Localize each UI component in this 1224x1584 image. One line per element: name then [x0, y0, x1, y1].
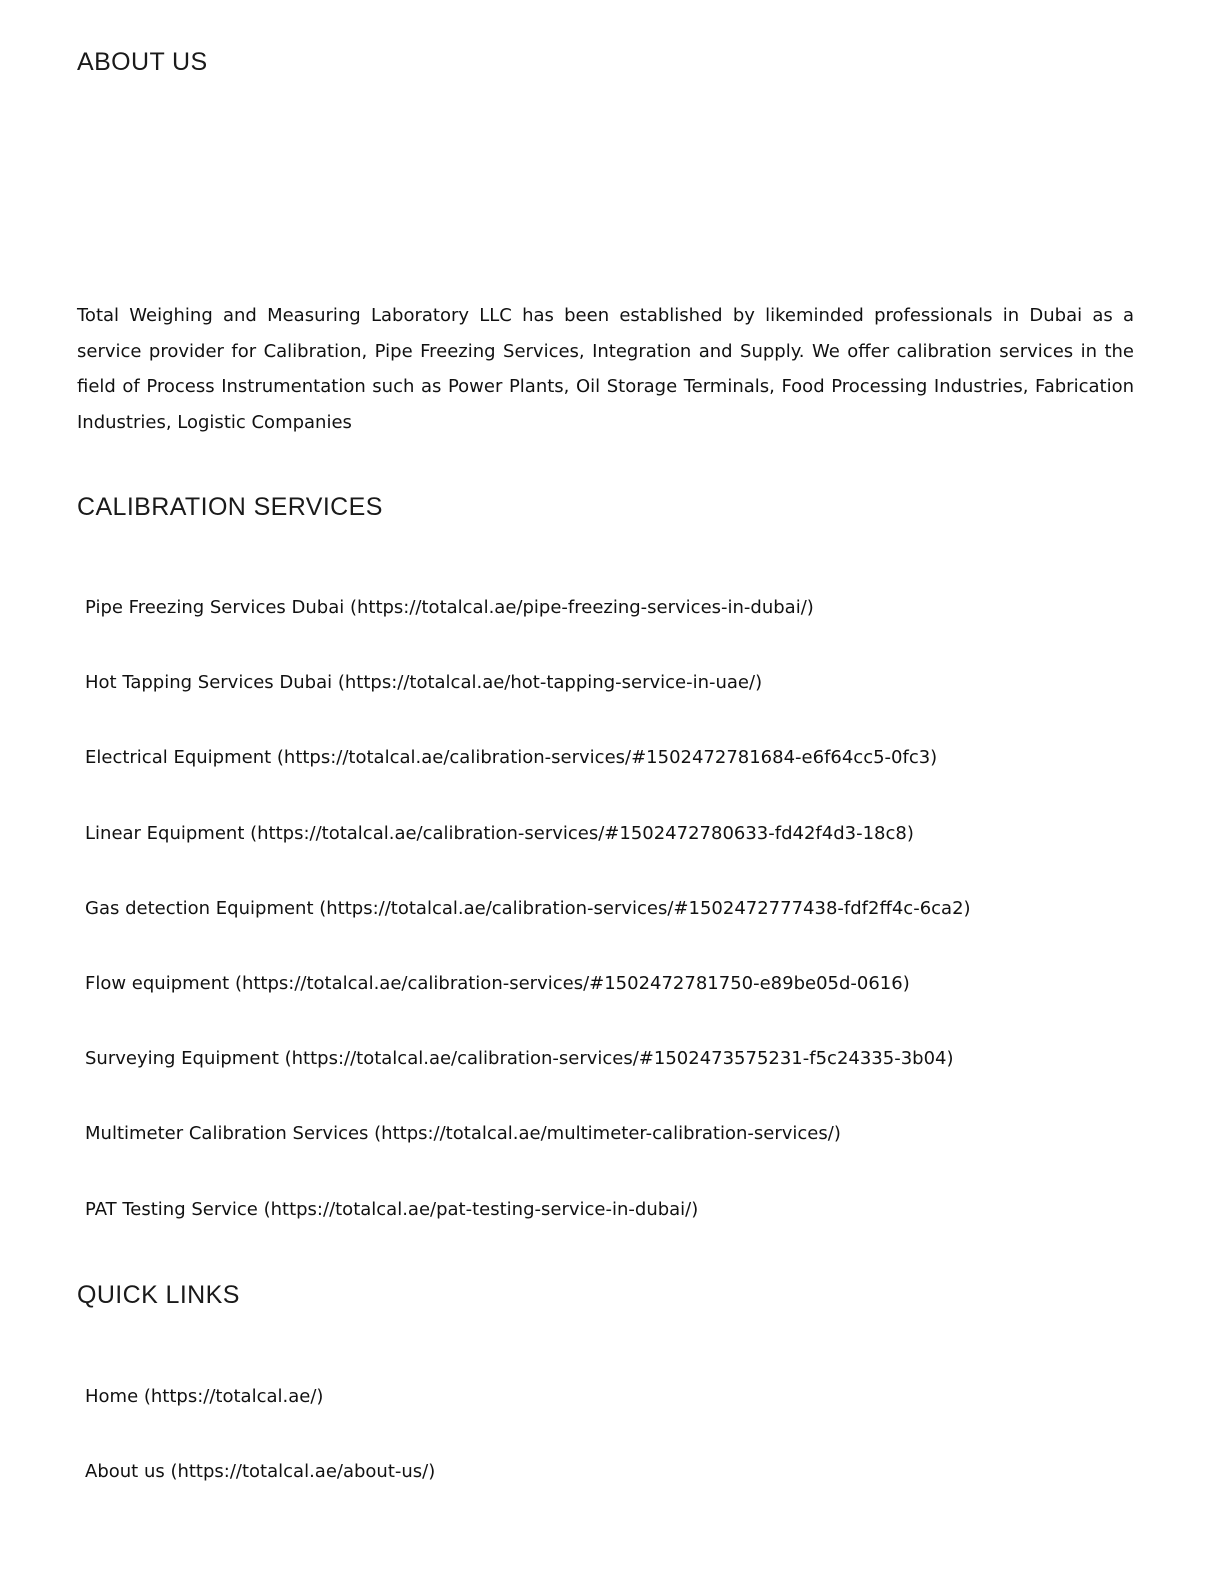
service-link-item [85, 1116, 1165, 1191]
quick-link-item [85, 1454, 1165, 1529]
service-link-gas-detection[interactable]: Gas detection Equipment (https://totalcal.ae/calibration-services/#1502472777438-fdf2ff4c-6ca2) [85, 897, 971, 919]
service-link-item [85, 816, 1165, 891]
service-link-hot-tapping[interactable]: Hot Tapping Services Dubai (https://totalcal.ae/hot-tapping-service-in-uae/) [85, 672, 763, 694]
calibration-services-heading: CALIBRATION SERVICES [77, 493, 383, 521]
service-link-surveying-equipment[interactable]: Surveying Equipment (https://totalcal.ae/calibration-services/#1502473575231-f5c24335-3b04) [85, 1048, 954, 1070]
service-link-multimeter-calibration[interactable]: Multimeter Calibration Services (https://totalcal.ae/multimeter-calibration-services/) [85, 1123, 841, 1145]
quick-links-heading: QUICK LINKS [77, 1281, 240, 1309]
calibration-services-list [85, 590, 1165, 1267]
service-link-item [85, 1192, 1165, 1267]
service-link-item [85, 665, 1165, 740]
service-link-linear-equipment[interactable]: Linear Equipment (https://totalcal.ae/calibration-services/#1502472780633-fd42f4d3-18c8) [85, 822, 914, 844]
service-link-electrical-equipment[interactable]: Electrical Equipment (https://totalcal.ae/calibration-services/#1502472781684-e6f64cc5-0fc3) [85, 747, 938, 769]
service-link-item [85, 1041, 1165, 1116]
service-link-pipe-freezing[interactable]: Pipe Freezing Services Dubai (https://totalcal.ae/pipe-freezing-services-in-dubai/) [85, 597, 814, 618]
about-us-paragraph: Total Weighing and Measuring Laboratory LLC has been established by likeminded professionals in Dubai as a service provider for Calibration, Pipe Freezing Services, Integration and Supply. We offer calibration services in the field of Process Instrumentation such as Power Plants, Oil Storage Terminals, Food Processing Industries, Fabrication Industries, Logistic Companies [77, 305, 1134, 433]
service-link-item [85, 740, 1165, 815]
service-link-pat-testing[interactable]: PAT Testing Service (https://totalcal.ae/pat-testing-service-in-dubai/) [85, 1198, 699, 1220]
quick-link-item [85, 1379, 1165, 1454]
quick-link-about-us[interactable]: About us (https://totalcal.ae/about-us/) [85, 1461, 436, 1483]
service-link-flow-equipment[interactable]: Flow equipment (https://totalcal.ae/calibration-services/#1502472781750-e89be05d-0616) [85, 972, 910, 994]
quick-links-list [85, 1379, 1165, 1529]
service-link-item [85, 891, 1165, 966]
quick-link-home[interactable]: Home (https://totalcal.ae/) [85, 1386, 324, 1407]
service-link-item [85, 590, 1165, 665]
service-link-item [85, 966, 1165, 1041]
about-us-heading: ABOUT US [77, 48, 208, 76]
